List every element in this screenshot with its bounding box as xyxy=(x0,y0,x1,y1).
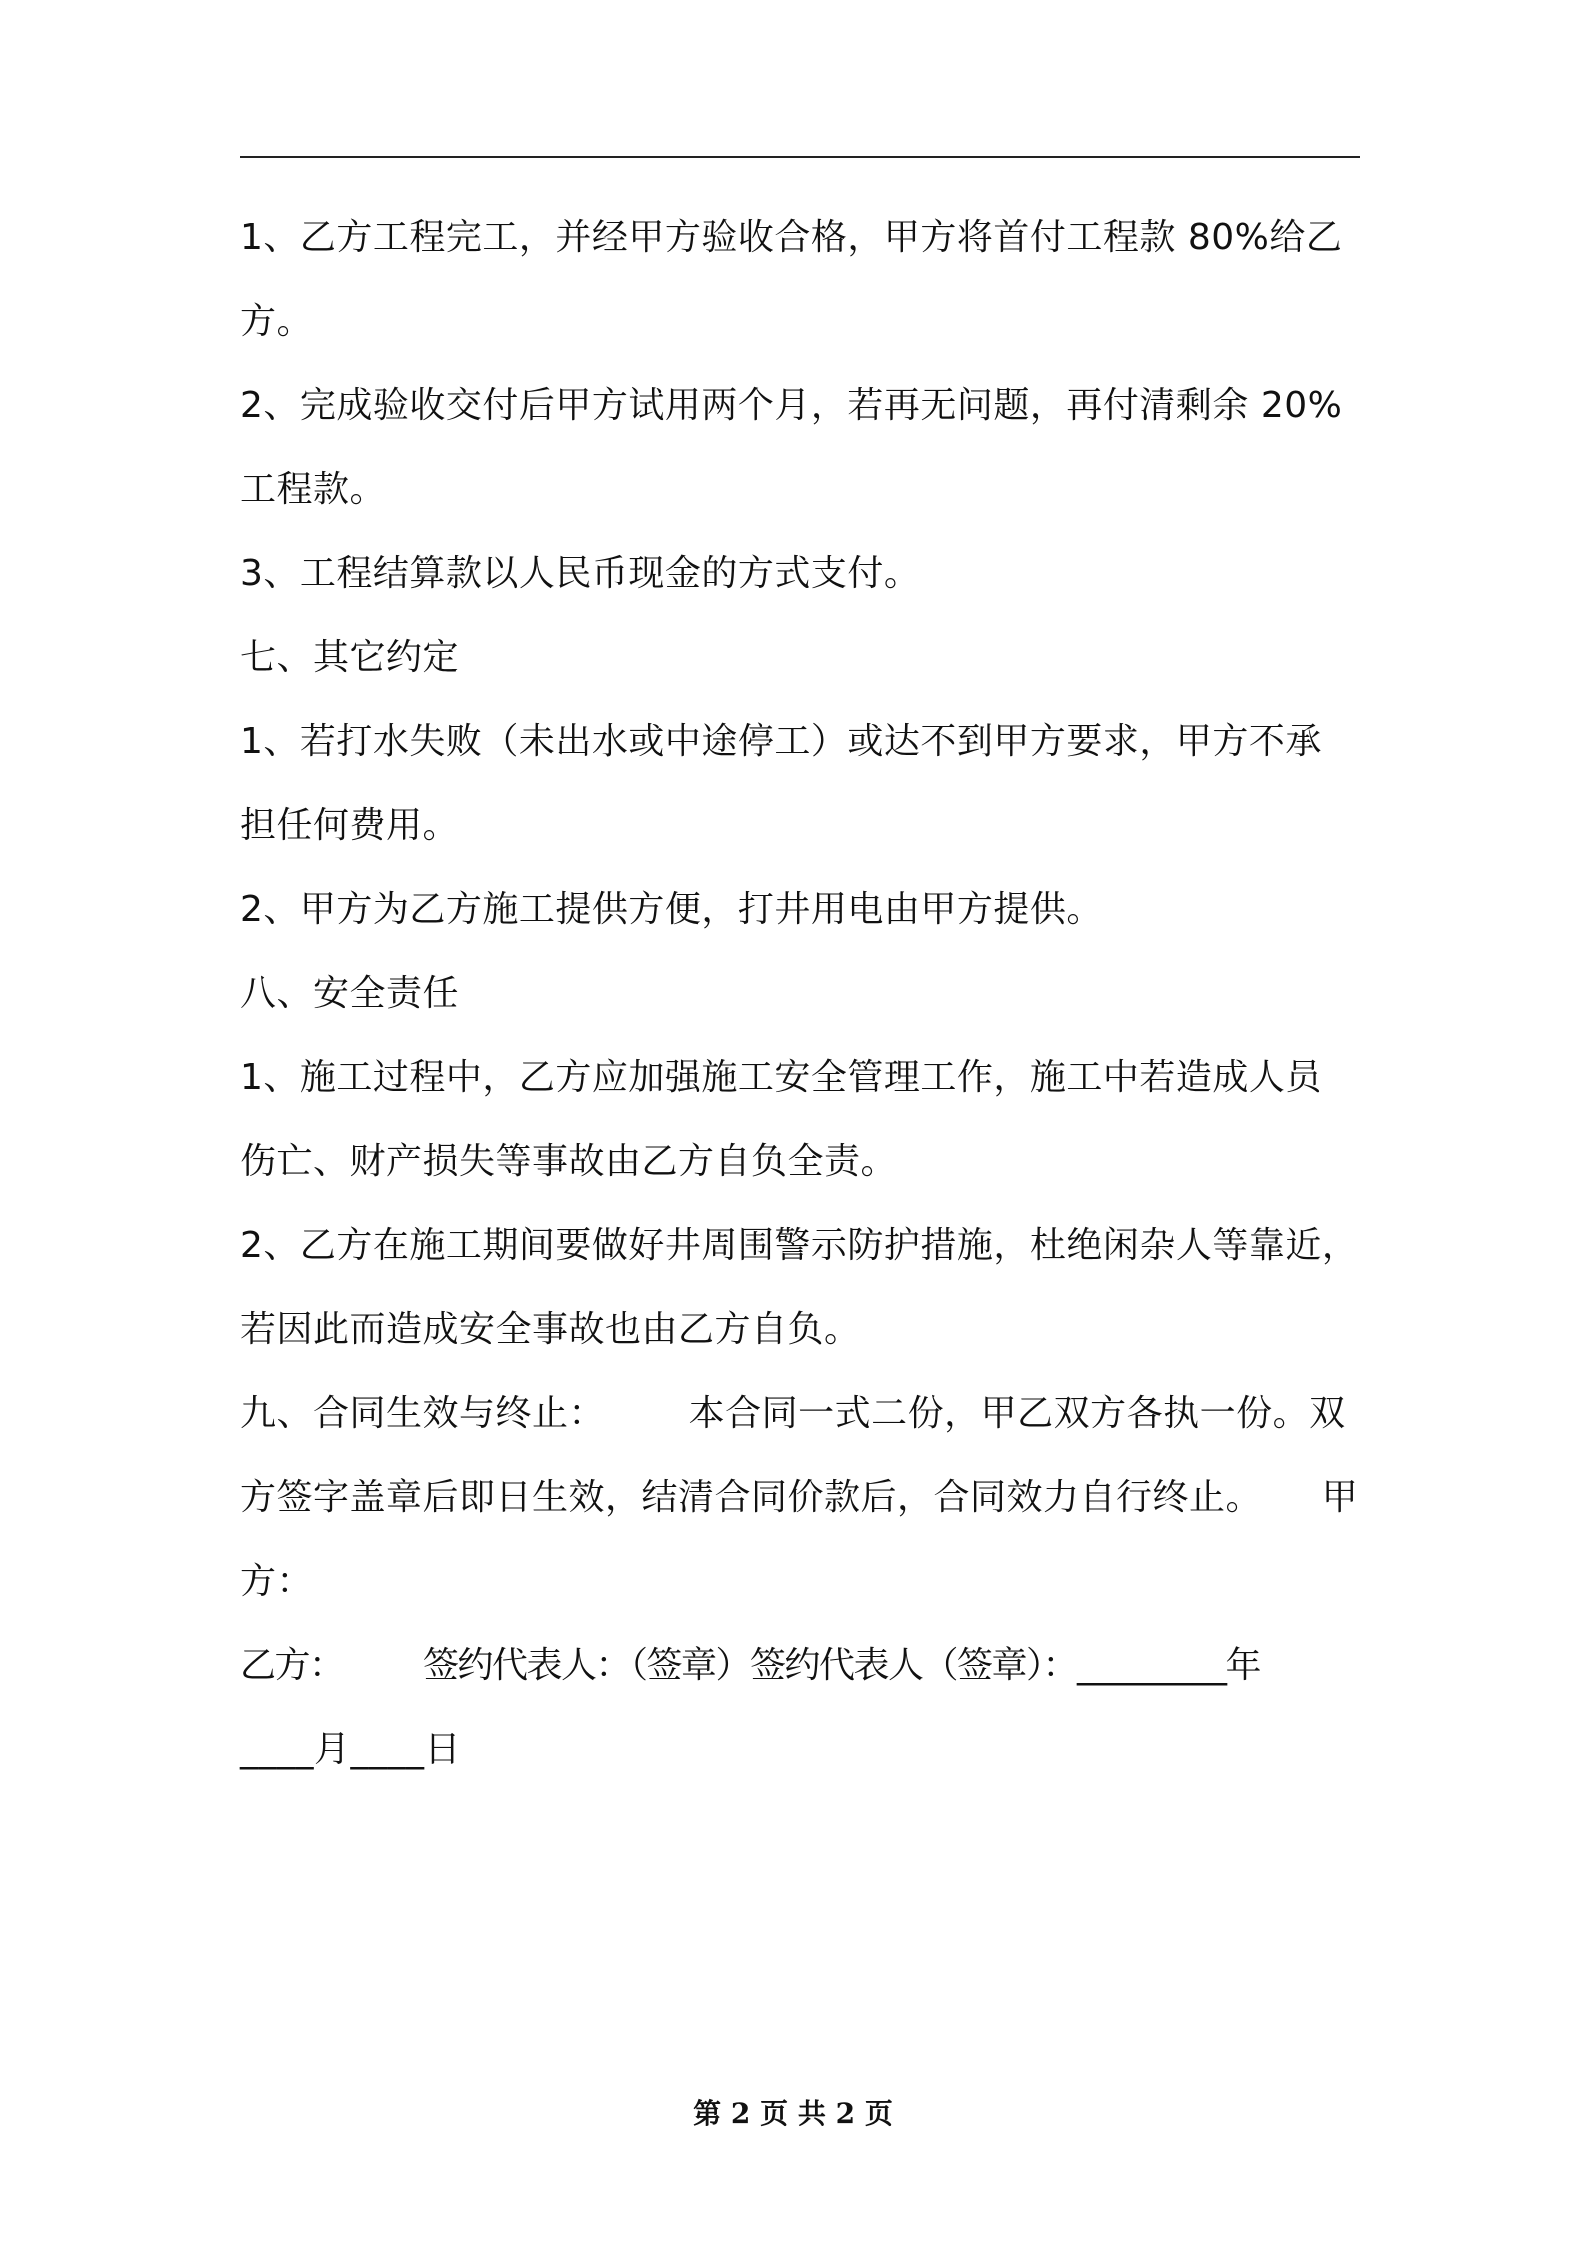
text-line: 担任何费用。 xyxy=(240,805,460,846)
text-line: 1、若打水失败（未出水或中途停工）或达不到甲方要求，甲方不承 xyxy=(240,721,1322,762)
section-heading: 七、其它约定 xyxy=(240,637,460,678)
signature-line: 乙方： 签约代表人：（签章）签约代表人（签章）：_________年 xyxy=(240,1645,1261,1686)
text-line: 3、工程结算款以人民币现金的方式支付。 xyxy=(240,553,921,594)
page-number: 第 2 页 共 2 页 xyxy=(693,2097,893,2130)
section-heading: 八、安全责任 xyxy=(240,973,460,1014)
date-line: ____月____日 xyxy=(240,1729,462,1770)
text-line: 2、乙方在施工期间要做好井周围警示防护措施，杜绝闲杂人等靠近， xyxy=(240,1225,1359,1266)
text-line: 方签字盖章后即日生效，结清合同价款后，合同效力自行终止。 甲 xyxy=(240,1477,1359,1518)
text-line: 2、完成验收交付后甲方试用两个月，若再无问题，再付清剩余 20% xyxy=(240,385,1343,426)
header-rule xyxy=(240,156,1360,158)
text-line: 伤亡、财产损失等事故由乙方自负全责。 xyxy=(240,1141,898,1182)
text-line: 方。 xyxy=(240,301,314,342)
text-line: 工程款。 xyxy=(240,469,387,510)
text-line: 方： xyxy=(240,1561,314,1602)
text-line: 若因此而造成安全事故也由乙方自负。 xyxy=(240,1309,861,1350)
document-body xyxy=(240,196,1360,1792)
text-line: 1、施工过程中，乙方应加强施工安全管理工作，施工中若造成人员 xyxy=(240,1057,1322,1098)
text-line: 1、乙方工程完工，并经甲方验收合格，甲方将首付工程款 80%给乙 xyxy=(240,217,1343,258)
text-line: 2、甲方为乙方施工提供方便，打井用电由甲方提供。 xyxy=(240,889,1103,930)
section-heading: 九、合同生效与终止： 本合同一式二份，甲乙双方各执一份。双 xyxy=(240,1393,1346,1434)
